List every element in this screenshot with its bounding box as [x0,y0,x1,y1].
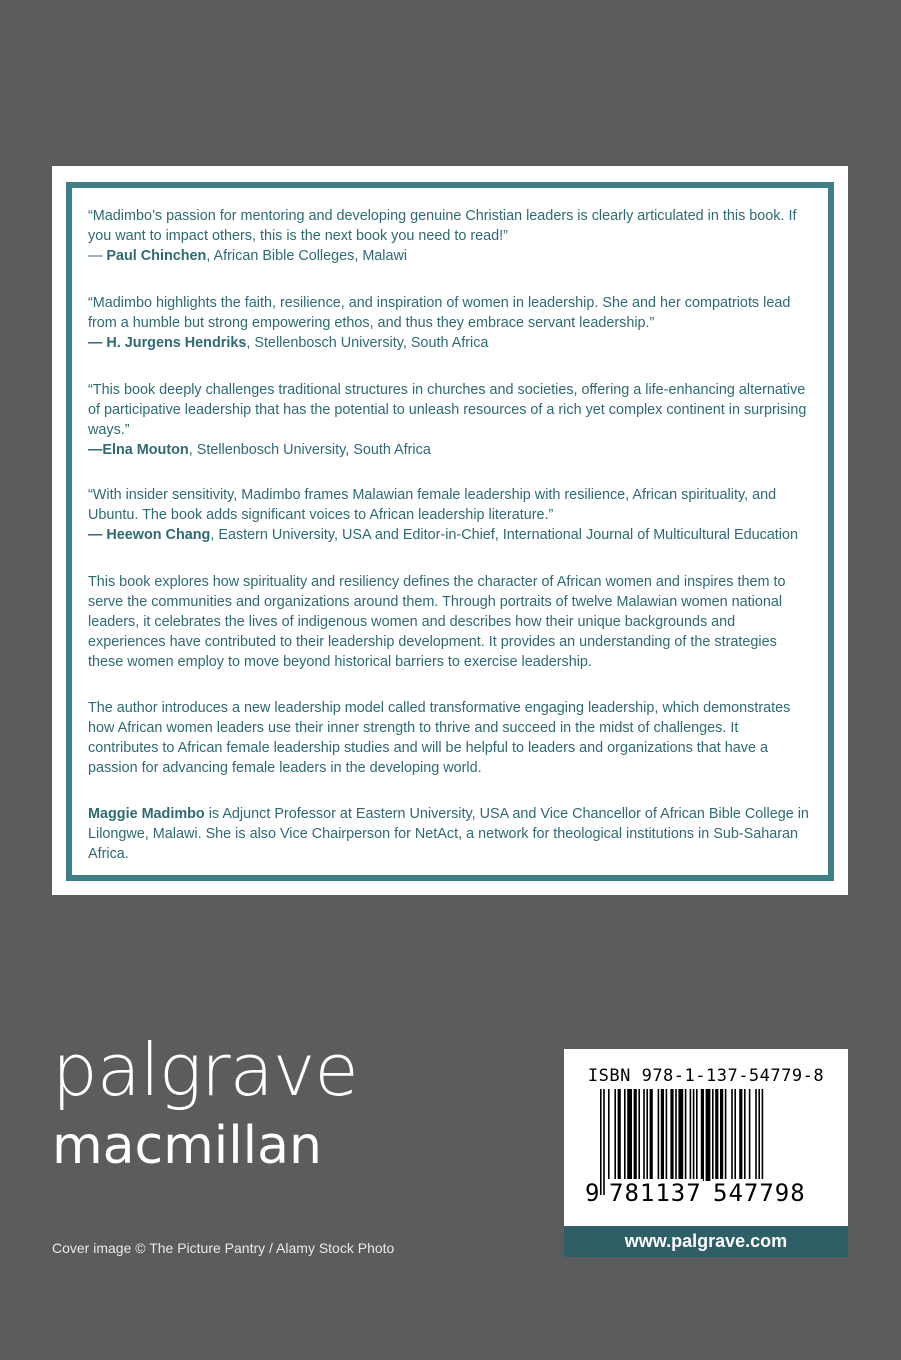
barcode-bar [658,1089,660,1181]
barcode-bar [661,1089,664,1181]
endorser-affiliation: , Eastern University, USA and Editor-in-Chief, International Journal of Multicultural Education [210,527,798,543]
endorsement-quote [88,380,812,460]
endorser-name: H. Jurgens Hendriks [106,335,247,351]
barcode-digits-right: 547798 [713,1179,806,1207]
publisher-logo [52,1030,358,1176]
author-bio-body: is Adjunct Professor at Eastern University, USA and Vice Chancellor of African Bible College in Lilongwe, Malawi. She is also Vice Chairperson for NetAct, a network for theological institutions in Sub-Saharan Africa. [88,806,809,862]
barcode-bar [701,1089,704,1181]
barcode-bar [690,1089,692,1181]
barcode-bar [638,1089,640,1181]
barcode-bar [624,1089,626,1181]
publisher-logo-line1: palgrave [52,1028,358,1112]
endorser-affiliation: , Stellenbosch University, South Africa [246,335,489,351]
barcode-bar [706,1089,711,1181]
attribution-dash: — [88,527,107,543]
attribution-dash: — [88,442,103,458]
description-text: This book explores how spirituality and resiliency defines the character of African women and inspires them to serve the communities and organizations around them. Through portraits of twelve Malawian women national leaders, it celebrates the lives of indigenous women and describes how their unique backgrounds and experiences have contributed to their leadership development. It provides an understanding of the strategies these women employ to move beyond historical barriers to exercise leadership. [88,574,786,670]
barcode-bar [650,1089,653,1181]
attribution-dash: — [88,248,107,264]
barcode-bar [643,1089,645,1181]
barcode-bar [670,1089,673,1181]
barcode-bar [739,1089,742,1181]
text-frame [66,182,834,881]
quote-text: “Madimbo highlights the faith, resilience, and inspiration of women in leadership. She and her compatriots lead from a humble but strong empowering ethos, and thus they embrace servant leadership.” [88,295,791,331]
barcode-bar [734,1089,736,1181]
barcode-bar [758,1089,760,1181]
barcode-digits-left: 781137 [609,1179,702,1207]
book-description-paragraph [88,698,812,778]
barcode-bar [731,1089,733,1181]
barcode-bar [608,1089,610,1181]
quote-text: “This book deeply challenges traditional structures in churches and societies, offering a life-enhancing alternative of participative leadership that has the potential to unleash resources of a rich yet complex continent in surprising ways.” [88,382,807,438]
author-bio-text [88,804,812,864]
barcode-bar [712,1089,714,1181]
isbn-barcode-box [564,1049,848,1257]
endorser-affiliation: , Stellenbosch University, South Africa [188,442,431,458]
barcode-bar [603,1089,605,1195]
barcode-bar [696,1089,698,1181]
quote-attribution [88,525,812,545]
barcode-bar [744,1089,746,1181]
back-cover-text-panel [52,166,848,895]
barcode-bar [634,1089,637,1181]
endorser-name: Elna Mouton [102,442,189,458]
barcode-bar [720,1089,723,1181]
publisher-url[interactable]: www.palgrave.com [564,1226,848,1257]
endorsement-quote [88,485,812,545]
quote-attribution [88,246,812,266]
endorser-affiliation: , African Bible Colleges, Malawi [206,248,408,264]
publisher-logo-line2: macmillan [52,1116,322,1176]
author-bio [88,804,812,864]
endorser-name: Heewon Chang [106,527,211,543]
barcode-bar [627,1089,632,1181]
endorser-name: Paul Chinchen [106,248,207,264]
quote-text: “With insider sensitivity, Madimbo frames Malawian female leadership with resilience, African spirituality, and Ubuntu. The book adds significant voices to African leadership literature.” [88,487,777,523]
barcode-bar [693,1089,695,1181]
quote-text: “Madimbo’s passion for mentoring and developing genuine Christian leaders is clearly articulated in this book. If you want to impact others, this is the next book you need to read!” [88,208,797,244]
barcode-bar [618,1089,621,1181]
book-description-paragraph [88,572,812,672]
author-name: Maggie Madimbo [88,806,205,822]
barcode-bar [675,1089,677,1181]
endorsement-quote [88,206,812,266]
barcode-bar [646,1089,648,1181]
barcode-bar [755,1089,757,1181]
quote-attribution [88,333,812,353]
description-text: The author introduces a new leadership model called transformative engaging leadership, which demonstrates how African women leaders use their inner strength to thrive and succeed in the midst of challenges. It contributes to African female leadership studies and will be helpful to leaders and organizations that have a passion for advancing female leaders in the developing world. [88,700,791,776]
barcode-bar [749,1089,751,1181]
endorsement-quote [88,293,812,353]
barcode-digit-first: 9 [585,1179,600,1207]
cover-image-credit: Cover image © The Picture Pantry / Alamy Stock Photo [52,1240,395,1256]
barcode-bar [614,1089,616,1181]
attribution-dash: — [88,335,107,351]
quote-attribution [88,440,812,460]
barcode-bar [715,1089,718,1181]
barcode-bar [725,1089,727,1181]
barcode-bar [666,1089,668,1181]
isbn-label: ISBN 978-1-137-54779-8 [587,1066,825,1086]
